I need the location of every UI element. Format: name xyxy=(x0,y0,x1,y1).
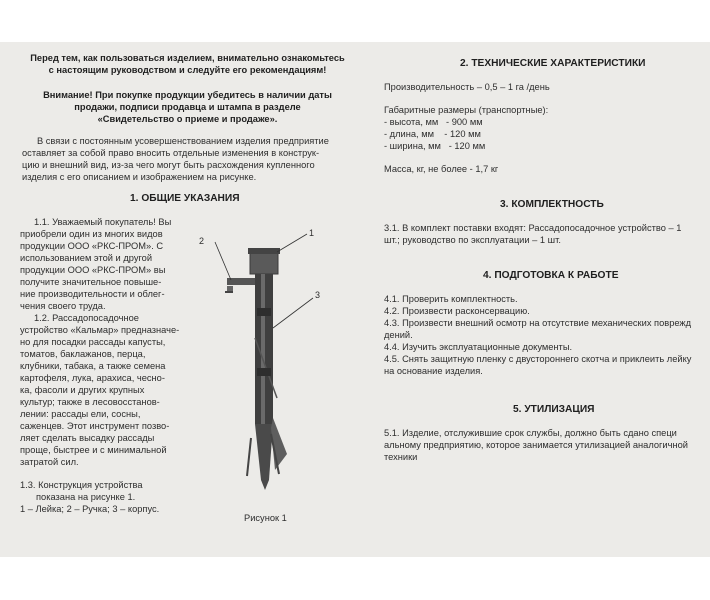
p12-line-11: ляет сделать высадку рассады xyxy=(20,433,155,443)
p12-line-13: затратой сил. xyxy=(20,457,79,467)
section-3-title: 3. КОМПЛЕКТНОСТЬ xyxy=(500,199,604,210)
figure-label-2: 2 xyxy=(199,236,205,246)
figure-label-1: 1 xyxy=(309,228,315,238)
productivity: Производительность – 0,5 – 1 га /день xyxy=(384,82,550,92)
p12-line-9: лении: рассады ели, сосны, xyxy=(20,409,141,419)
section-1-title: 1. ОБЩИЕ УКАЗАНИЯ xyxy=(130,193,240,204)
p31-line-1: 3.1. В комплект поставки входят: Рассадопосадочное устройство – 1 xyxy=(384,223,682,233)
figure-caption: Рисунок 1 xyxy=(244,513,287,523)
p4-line-2: 4.2. Произвести расконсервацию. xyxy=(384,306,530,316)
p12-line-7: ка, фасоли и других крупных xyxy=(20,385,145,395)
p13-line-1: 1.3. Конструкция устройства xyxy=(20,480,143,490)
p12-line-12: проще, быстрее и с минимальной xyxy=(20,445,167,455)
p51-line-1: 5.1. Изделие, отслужившие срок службы, должно быть сдано специ xyxy=(384,428,677,438)
p4-line-4: дений. xyxy=(384,330,413,340)
attention-line-3: «Свидетельство о приеме и продаже». xyxy=(97,114,278,124)
p4-line-5: 4.4. Изучить эксплуатационные документы. xyxy=(384,342,573,352)
section-5-title: 5. УТИЛИЗАЦИЯ xyxy=(513,404,595,415)
p11-line-2: приобрели один из многих видов xyxy=(20,229,163,239)
figure-1-planter-drawing xyxy=(195,218,335,508)
p12-line-6: картофеля, лука, арахиса, чесно- xyxy=(20,373,165,383)
p4-line-3: 4.3. Произвести внешний осмотр на отсутствие механических поврежд xyxy=(384,318,692,328)
intro-line-1: Перед тем, как пользоваться изделием, внимательно ознакомьтесь xyxy=(30,53,345,63)
p13-line-2: показана на рисунке 1. xyxy=(36,492,136,502)
dimensions-length: - длина, мм - 120 мм xyxy=(384,129,481,139)
p12-line-1: 1.2. Рассадопосадочное xyxy=(34,313,139,323)
p12-line-2: устройство «Кальмар» предназначе- xyxy=(20,325,180,335)
p13-line-3: 1 – Лейка; 2 – Ручка; 3 – корпус. xyxy=(20,504,160,514)
improvement-line-2: оставляет за собой право вносить отдельные изменения в конструк- xyxy=(22,148,320,158)
p12-line-3: но для посадки рассады капусты, xyxy=(20,337,166,347)
p11-line-5: продукции ООО «РКС-ПРОМ» вы xyxy=(20,265,166,275)
section-4-title: 4. ПОДГОТОВКА К РАБОТЕ xyxy=(483,270,619,281)
p31-line-2: шт.; руководство по эксплуатации – 1 шт. xyxy=(384,235,561,245)
p4-line-1: 4.1. Проверить комплектность. xyxy=(384,294,518,304)
improvement-line-1: В связи с постоянным усовершенствованием изделия предприятие xyxy=(37,136,329,146)
p51-line-3: техники xyxy=(384,452,418,462)
p11-line-4: использованием этой и другой xyxy=(20,253,153,263)
intro-line-2: с настоящим руководством и следуйте его рекомендациям! xyxy=(48,65,327,75)
attention-line-2: продажи, подписи продавца и штампа в разделе xyxy=(74,102,301,112)
p11-line-1: 1.1. Уважаемый покупатель! Вы xyxy=(34,217,172,227)
p11-line-8: чения своего труда. xyxy=(20,301,106,311)
p11-line-3: продукции ООО «РКС-ПРОМ». С xyxy=(20,241,164,251)
p12-line-5: клубники, табака, а также семена xyxy=(20,361,166,371)
dimensions-height: - высота, мм - 900 мм xyxy=(384,117,483,127)
figure-label-3: 3 xyxy=(315,290,321,300)
p12-line-10: саженцев. Этот инструмент позво- xyxy=(20,421,170,431)
p12-line-8: культур; также в лесовосстанов- xyxy=(20,397,160,407)
p11-line-7: ние производительности и облег- xyxy=(20,289,165,299)
improvement-line-3: цию и внешний вид, из-за чего могут быть расхождения купленного xyxy=(22,160,315,170)
attention-line-1: Внимание! При покупке продукции убедитесь в наличии даты xyxy=(43,90,332,100)
p11-line-6: получите значительное повыше- xyxy=(20,277,162,287)
mass: Масса, кг, не более - 1,7 кг xyxy=(384,164,499,174)
p4-line-6: 4.5. Снять защитную пленку с двустороннего скотча и приклеить лейку xyxy=(384,354,692,364)
p12-line-4: томатов, баклажанов, перца, xyxy=(20,349,146,359)
improvement-line-4: изделия с его описанием и изображением на рисунке. xyxy=(22,172,257,182)
section-2-title: 2. ТЕХНИЧЕСКИЕ ХАРАКТЕРИСТИКИ xyxy=(460,58,646,69)
dimensions-heading: Габаритные размеры (транспортные): xyxy=(384,105,549,115)
dimensions-width: - ширина, мм - 120 мм xyxy=(384,141,486,151)
p4-line-7: на основание изделия. xyxy=(384,366,483,376)
p51-line-2: альному предприятию, которое занимается утилизацией аналогичной xyxy=(384,440,688,450)
